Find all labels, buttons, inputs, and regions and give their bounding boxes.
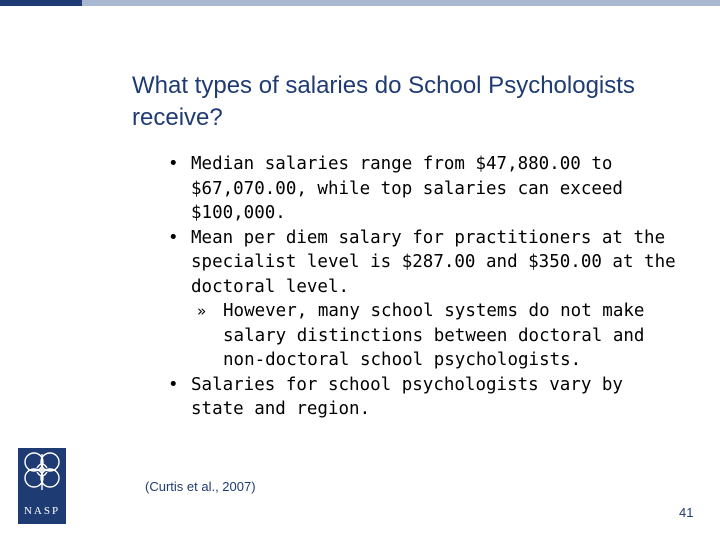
- nasp-logo: [18, 448, 66, 524]
- header-accent-bar-light: [82, 0, 720, 6]
- bullet-marker: •: [168, 374, 179, 395]
- logo-wordmark: NASP: [23, 505, 61, 517]
- slide-title: What types of salaries do School Psychologists receive?: [132, 72, 635, 131]
- bullet-marker: •: [168, 227, 179, 248]
- bullet-text: Median salaries range from $47,880.00 to $67,070.00, while top salaries can exceed $100,000.: [191, 154, 623, 223]
- citation: (Curtis et al., 2007): [145, 479, 256, 494]
- bullet-item: [165, 152, 685, 226]
- bullet-text: Mean per diem salary for practitioners at the specialist level is $287.00 and $350.00 at the doctoral level.: [191, 227, 676, 297]
- bullet-item: [165, 226, 685, 300]
- header-accent-bar-dark: [0, 0, 82, 6]
- bullet-item: [165, 373, 685, 422]
- sub-bullet-marker: »: [197, 302, 207, 320]
- bullet-marker: •: [168, 154, 179, 174]
- bullet-text: Salaries for school psychologists vary by state and region.: [191, 374, 623, 419]
- bullet-list: [165, 152, 685, 422]
- sub-bullet-text: However, many school systems do not make salary distinctions between doctoral and non-doctoral school psychologists.: [223, 301, 645, 370]
- page-number: 41: [679, 505, 694, 520]
- sub-bullet-item: [165, 299, 685, 373]
